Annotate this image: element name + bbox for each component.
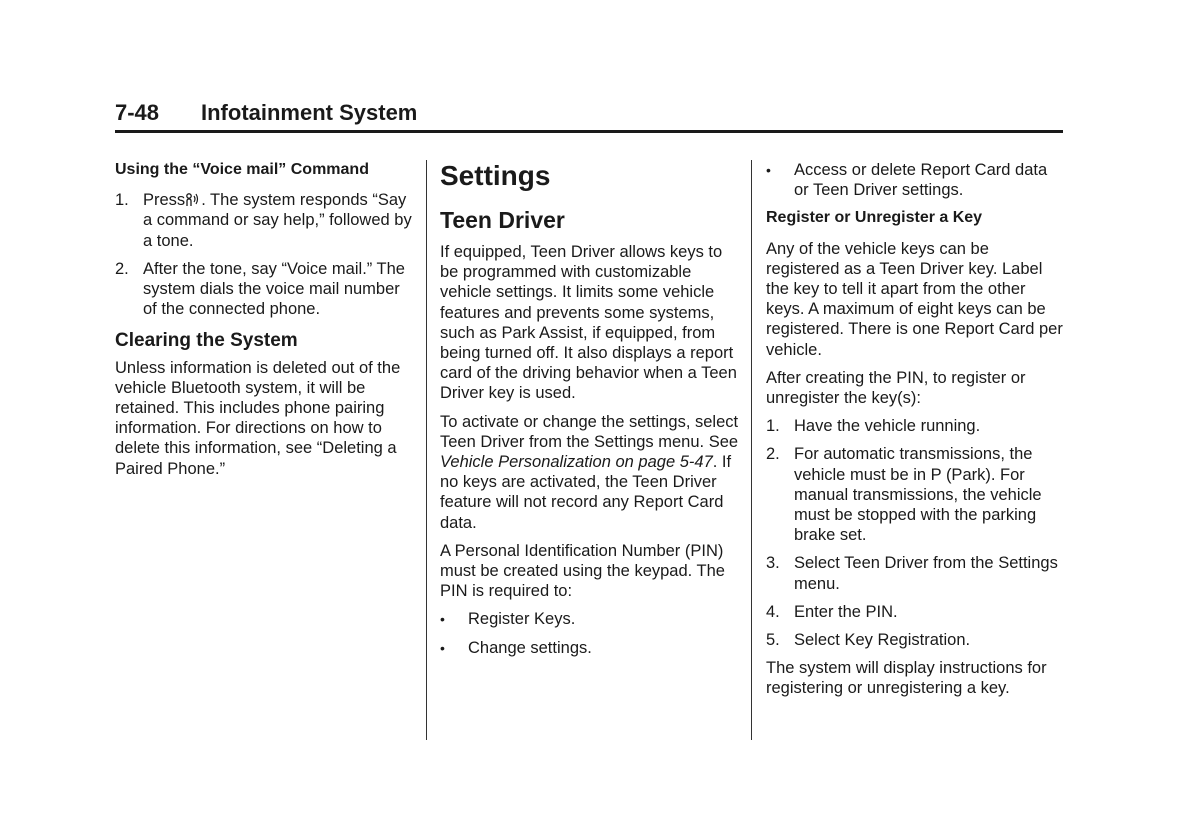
voice-command-icon: [185, 191, 201, 207]
step-number: 1.: [766, 417, 780, 436]
step-number: 2.: [766, 445, 780, 464]
column-3: [766, 160, 1066, 707]
subheading-register-key: Register or Unregister a Key: [766, 209, 983, 227]
column-1: [115, 160, 415, 487]
step-text: For automatic transmissions, the vehicle must be in P (Park). For manual transmissions, the vehicle must be stopped with the parking brake set.: [794, 445, 1042, 545]
page-number: 7-48: [115, 100, 160, 125]
bullet-glyph: •: [440, 639, 445, 656]
bullet-text: Access or delete Report Card data or Teen Driver settings.: [794, 161, 1048, 200]
paragraph: If equipped, Teen Driver allows keys to be programmed with customizable vehicle settings. It limits some vehicle features and prevents some systems, such as Park Assist, if equipped, from being turned off. It also displays a report card of the driving behavior when a Teen Driver key is used.: [440, 243, 737, 403]
step-text: [143, 190, 415, 251]
bullet-item: [766, 160, 1066, 200]
step-item: [766, 416, 1066, 436]
step-text: Have the vehicle running.: [794, 417, 981, 436]
step-item: [115, 190, 415, 251]
step-number: 5.: [766, 631, 780, 650]
paragraph-text: To activate or change the settings, select Teen Driver from the Settings menu. See: [440, 412, 739, 451]
section-title: Infotainment System: [201, 100, 418, 125]
bullet-text: Register Keys.: [468, 610, 576, 629]
paragraph: A Personal Identification Number (PIN) must be created using the keypad. The PIN is required to:: [440, 541, 725, 601]
step-item: [766, 630, 1066, 650]
heading-settings: Settings: [440, 160, 551, 191]
step-text: Select Key Registration.: [794, 631, 971, 650]
step-text-press: Press: [143, 191, 186, 210]
step-item: [766, 553, 1066, 593]
step-item: [766, 602, 1066, 622]
step-number: 1.: [115, 191, 129, 210]
step-number: 2.: [115, 259, 129, 278]
bullet-glyph: •: [766, 162, 771, 178]
subheading-voice-mail: Using the “Voice mail” Command: [115, 161, 369, 178]
step-number: 3.: [766, 554, 780, 573]
paragraph: The system will display instructions for registering or unregistering a key.: [766, 659, 1047, 698]
cross-reference-link: Vehicle Personalization on page 5-47: [440, 453, 713, 472]
bullet-item: [440, 638, 740, 658]
step-text: Select Teen Driver from the Settings menu.: [794, 554, 1058, 593]
column-divider: [751, 160, 752, 740]
step-text-rest: . The system responds “Say a command or say help,” followed by a tone.: [143, 191, 412, 250]
paragraph: [440, 412, 740, 533]
step-item: [766, 444, 1066, 545]
paragraph: Unless information is deleted out of the vehicle Bluetooth system, it will be retained. This includes phone pairing information. For directions on how to delete this information, see “Deleting a Paired Phone.”: [115, 358, 401, 478]
bullet-text: Change settings.: [468, 638, 592, 657]
column-2: [440, 160, 740, 666]
step-item: [115, 259, 415, 320]
bullet-glyph: •: [440, 611, 445, 628]
page-header: [115, 100, 1063, 133]
paragraph: Any of the vehicle keys can be registered as a Teen Driver key. Label the key to tell it apart from the other keys. A maximum of eight keys can be registered. There is one Report Card per vehicle.: [766, 239, 1063, 359]
column-divider: [426, 160, 427, 740]
step-text: Enter the PIN.: [794, 602, 898, 621]
step-number: 4.: [766, 602, 780, 621]
bullet-item: [440, 609, 740, 629]
paragraph-text: . If no keys are activated, the Teen Driver feature will not record any Report Card data.: [440, 453, 732, 532]
heading-teen-driver: Teen Driver: [440, 207, 565, 233]
heading-clearing-system: Clearing the System: [115, 330, 298, 352]
step-text: After the tone, say “Voice mail.” The system dials the voice mail number of the connected phone.: [143, 259, 405, 319]
paragraph: After creating the PIN, to register or unregister the key(s):: [766, 368, 1026, 408]
